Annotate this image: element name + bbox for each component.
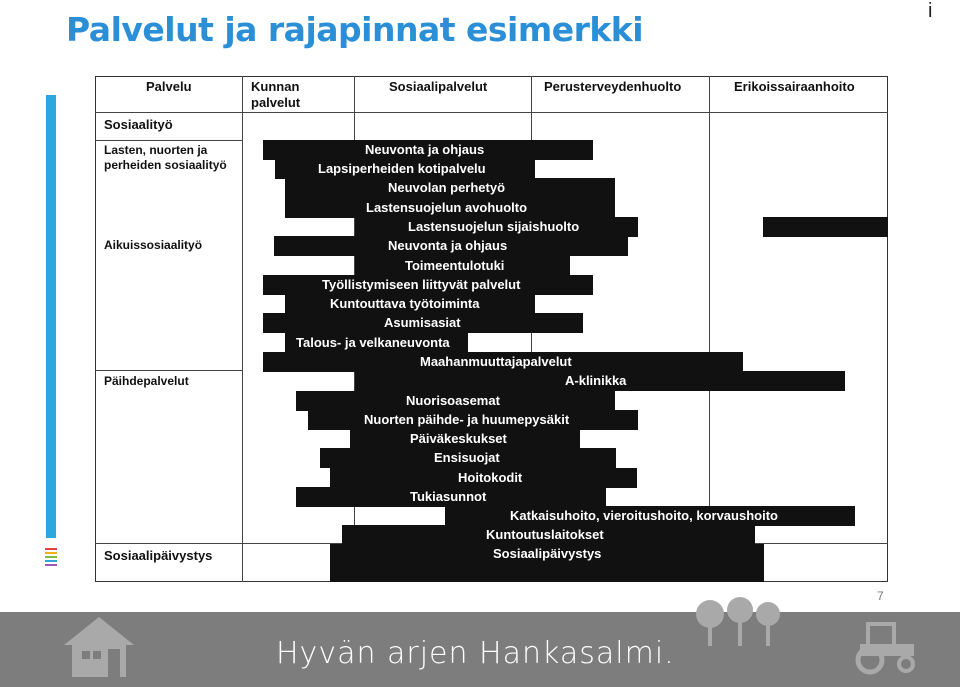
trees-icon [690, 596, 790, 646]
service-label: Neuvonta ja ohjaus [365, 142, 485, 157]
row-divider [95, 140, 242, 141]
service-label: Neuvonta ja ohjaus [388, 238, 508, 253]
slide-title: Palvelut ja rajapinnat esimerkki [66, 10, 644, 49]
service-label: Työllistymiseen liittyvät palvelut [322, 277, 521, 292]
service-label: Kuntouttava työtoiminta [330, 296, 480, 311]
row-label-paihde: Päihdepalvelut [104, 374, 189, 388]
service-label: Katkaisuhoito, vieroitushoito, korvaushoito [510, 508, 778, 523]
header-erikoissairaanhoito: Erikoissairaanhoito [734, 79, 855, 94]
row-label-aikuis: Aikuissosiaalityö [104, 238, 203, 252]
service-label: Lastensuojelun sijaishuolto [408, 219, 580, 234]
service-label: Maahanmuuttajapalvelut [420, 354, 572, 369]
service-label: Tukiasunnot [410, 489, 487, 504]
service-label: Talous- ja velkaneuvonta [296, 335, 450, 350]
header-kunnan-palvelut: Kunnan palvelut [251, 79, 301, 110]
tractor-icon [846, 616, 920, 676]
service-label: Sosiaalipäivystys [493, 546, 602, 561]
service-label: Lastensuojelun avohuolto [366, 200, 528, 215]
column-divider [242, 76, 243, 582]
service-label: Toimeentulotuki [405, 258, 505, 273]
color-stripes [45, 548, 57, 568]
header-perusterveydenhuolto: Perusterveydenhuolto [544, 79, 682, 94]
service-label: Nuorten päihde- ja huumepysäkit [364, 412, 570, 427]
page-number: 7 [877, 589, 884, 603]
accent-bar [46, 95, 56, 538]
header-palvelu: Palvelu [146, 79, 192, 94]
row-label-paivystys: Sosiaalipäivystys [104, 548, 213, 563]
service-label: Kuntoutuslaitokset [486, 527, 604, 542]
service-label: Ensisuojat [434, 450, 500, 465]
service-label: Päiväkeskukset [410, 431, 507, 446]
row-label-sosiaalityo: Sosiaalityö [104, 117, 173, 132]
service-label: Nuorisoasemat [406, 393, 500, 408]
house-icon [62, 615, 136, 677]
header-sosiaalipalvelut: Sosiaalipalvelut [389, 79, 488, 94]
service-label: Neuvolan perhetyö [388, 180, 506, 195]
service-label: Lapsiperheiden kotipalvelu [318, 161, 486, 176]
row-divider [95, 370, 242, 371]
footer-slogan: Hyvän arjen Hankasalmi. [276, 636, 675, 671]
service-label: A-klinikka [565, 373, 627, 388]
service-bar-extension [763, 217, 888, 237]
corner-mark: i [928, 0, 933, 22]
header-divider [95, 112, 888, 113]
service-label: Asumisasiat [384, 315, 461, 330]
service-label: Hoitokodit [458, 470, 523, 485]
row-label-lasten: Lasten, nuorten ja perheiden sosiaalityö [104, 143, 227, 172]
